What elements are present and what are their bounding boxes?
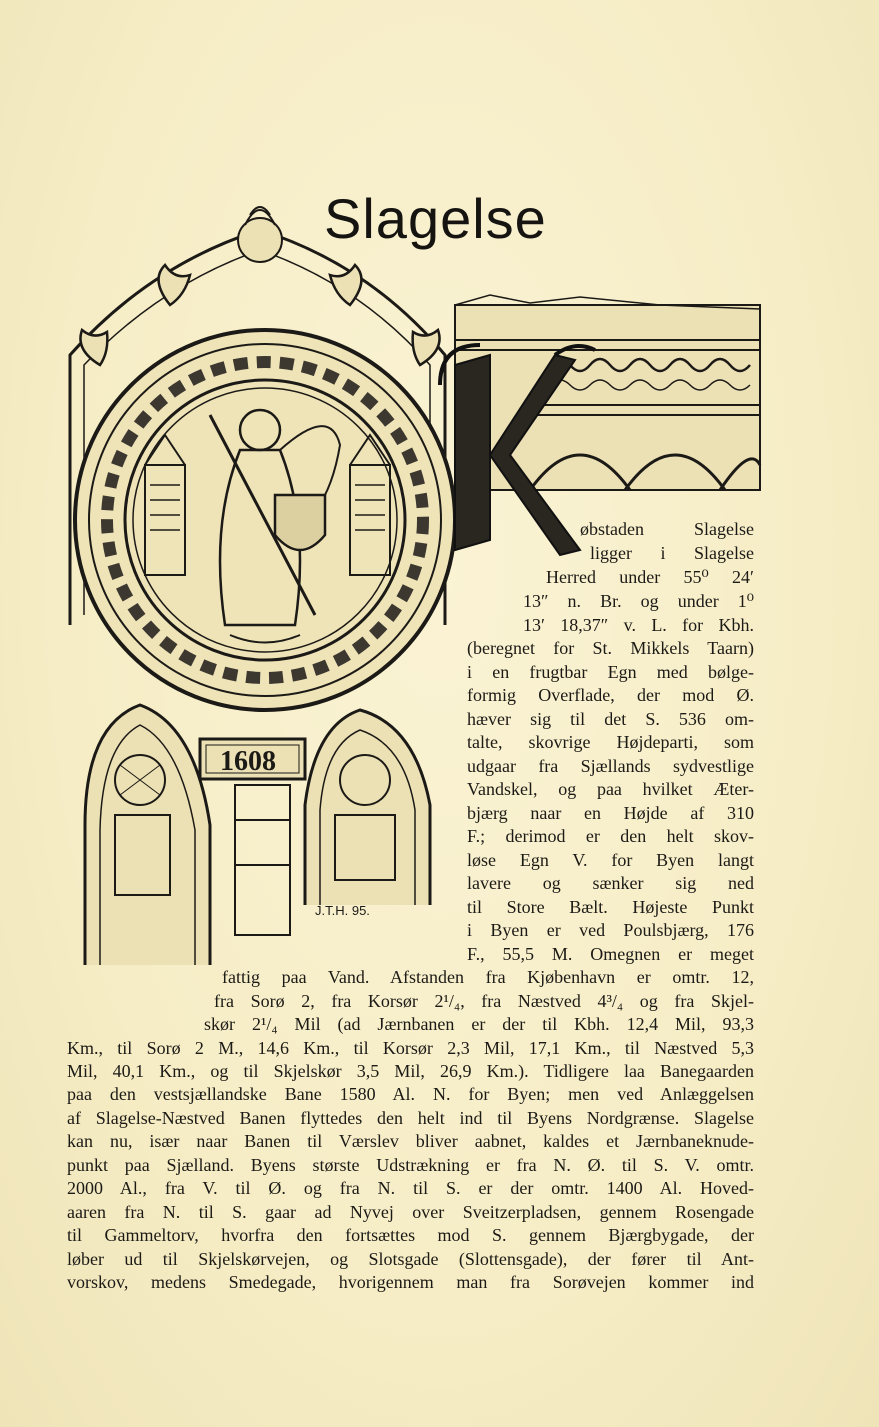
year-plaque: 1608: [220, 746, 276, 777]
text-line-15: løse Egn V. for Byen langt: [467, 850, 754, 870]
text-line-2: ligger i Slagelse: [590, 543, 754, 563]
text-line-6: (beregnet for St. Mikkels Taarn): [467, 638, 754, 658]
text-line-14: F.; derimod er den helt skov-: [467, 826, 754, 846]
text-line-3: Herred under 55⁰ 24′: [546, 567, 754, 587]
text-line-24: Mil, 40,1 Km., og til Skjelskør 3,5 Mil, 26,9 Km.). Tidligere laa Banegaarden: [67, 1061, 754, 1081]
text-line-7: i en frugtbar Egn med bølge-: [467, 662, 754, 682]
text-line-28: punkt paa Sjælland. Byens største Udstrækning er fra N. Ø. til S. V. omtr.: [67, 1155, 754, 1175]
text-line-29: 2000 Al., fra V. til Ø. og fra N. til S. er der omtr. 1400 Al. Hoved-: [67, 1178, 754, 1198]
text-line-32: løber ud til Skjelskørvejen, og Slotsgade (Slottensgade), der fører til Ant-: [67, 1249, 754, 1269]
text-line-10: talte, skovrige Højdeparti, som: [467, 732, 754, 752]
town-seal-icon: [75, 330, 455, 710]
gothic-arch-icon: [85, 705, 210, 965]
text-line-5: 13′ 18,37″ v. L. for Kbh.: [523, 615, 754, 635]
text-line-4: 13″ n. Br. og under 1⁰: [523, 591, 754, 611]
text-line-26: af Slagelse-Næstved Banen flyttedes den helt ind til Byens Nordgrænse. Slagelse: [67, 1108, 754, 1128]
text-line-16: lavere og sænker sig ned: [467, 873, 754, 893]
finial-icon: [238, 207, 282, 262]
text-line-20: fattig paa Vand. Afstanden fra Kjøbenhavn er omtr. 12,: [222, 967, 754, 987]
text-line-11: udgaar fra Sjællands sydvestlige: [467, 756, 754, 776]
text-line-25: paa den vestsjællandske Bane 1580 Al. N. for Byen; men ved Anlæggelsen: [67, 1084, 754, 1104]
text-line-9: hæver sig til det S. 536 om-: [467, 709, 754, 729]
text-line-12: Vandskel, og paa hvilket Æter-: [467, 779, 754, 799]
artist-signature: J.T.H. 95.: [315, 903, 370, 918]
text-line-33: vorskov, medens Smedegade, hvorigennem man fra Sorøvejen kommer ind: [67, 1272, 754, 1292]
text-line-22: skør 2¹/₄ Mil (ad Jærnbanen er der til Kbh. 12,4 Mil, 93,3: [204, 1014, 754, 1034]
text-line-8: formig Overflade, der mod Ø.: [467, 685, 754, 705]
text-line-30: aaren fra N. til S. gaar ad Nyvej over Sveitzerpladsen, gennem Rosengade: [67, 1202, 754, 1222]
text-line-13: bjærg naar en Højde af 310: [467, 803, 754, 823]
text-line-23: Km., til Sorø 2 M., 14,6 Km., til Korsør 2,3 Mil, 17,1 Km., til Næstved 5,3: [67, 1038, 754, 1058]
text-line-19: F., 55,5 M. Omegnen er meget: [467, 944, 754, 964]
text-line-27: kan nu, især naar Banen til Værslev bliver aabnet, kaldes et Jærnbaneknude-: [67, 1131, 754, 1151]
text-line-17: til Store Bælt. Højeste Punkt: [467, 897, 754, 917]
text-line-31: til Gammeltorv, hvorfra den fortsættes mod S. gennem Bjærgbygade, der: [67, 1225, 754, 1245]
text-line-18: i Byen er ved Poulsbjærg, 176: [467, 920, 754, 940]
gothic-arch-icon: [305, 710, 430, 905]
page-title: Slagelse: [324, 187, 547, 250]
text-line-1: øbstaden Slagelse: [580, 519, 754, 539]
text-line-21: fra Sorø 2, fra Korsør 2¹/₄, fra Næstved 4³/₄ og fra Skjel-: [214, 991, 754, 1011]
